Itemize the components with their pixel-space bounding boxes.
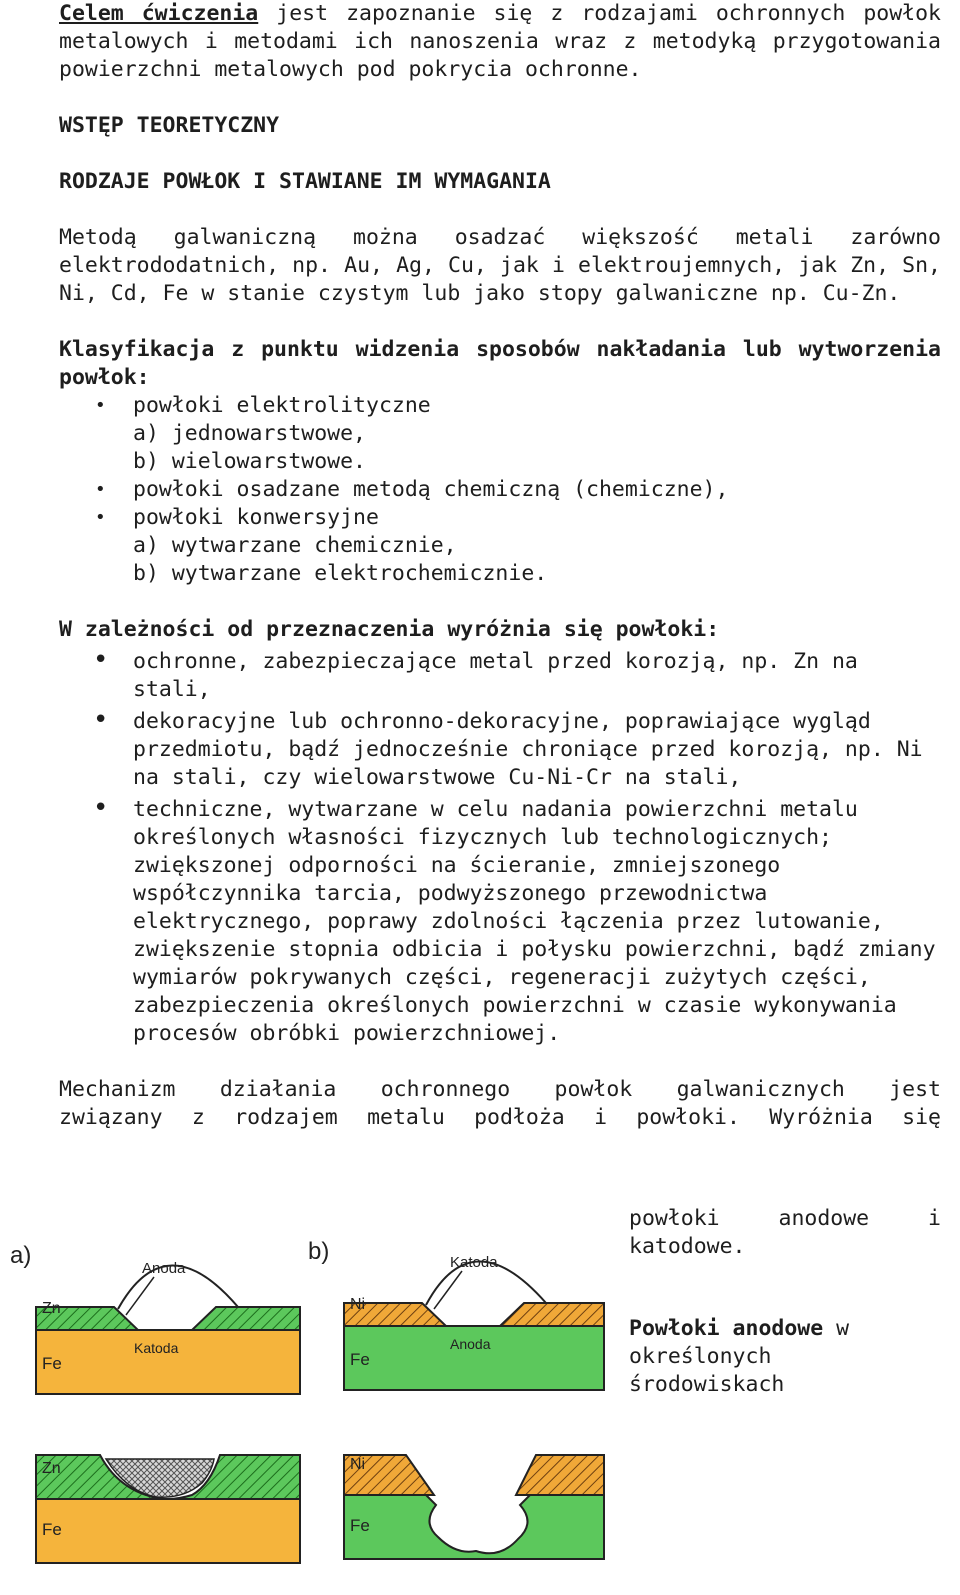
bullet-icon: • (95, 507, 106, 528)
label-b: b) (308, 1238, 330, 1265)
label-a: a) (10, 1242, 32, 1269)
list-item: • ochronne, zabezpieczające metal przed korozją, np. Zn na stali, (93, 645, 858, 702)
list-item: • powłoki elektrolityczne (95, 393, 431, 418)
sub-item: a) jednowarstwowe, (133, 421, 366, 446)
list-item: • powłoki konwersyjne (95, 505, 379, 530)
classification-list (59, 392, 941, 588)
sub-item: b) wytwarzane elektrochemicznie. (133, 561, 548, 586)
mechanism-line-1: Mechanizm działania ochronnego powłok galwanicznych jest (59, 1077, 941, 1102)
heading-coating-types: RODZAJE POWŁOK I STAWIANE IM WYMAGANIA (59, 169, 551, 194)
heading-theory: WSTĘP TEORETYCZNY (59, 113, 280, 138)
label-fe: Fe (350, 1350, 370, 1369)
intro-text: jest zapoznanie się z rodzajami ochronnych powłok metalowych i metodami ich nanoszenia wraz z metodyką przygotowania powierzchni metalowych pod pokrycia ochronne. (59, 1, 941, 82)
purpose-title: W zależności od przeznaczenia wyróżnia się powłoki: (59, 617, 720, 642)
list-item: • powłoki osadzane metodą chemiczną (chemiczne), (95, 477, 729, 502)
bullet-icon: • (95, 395, 106, 416)
bullet-icon: • (93, 645, 109, 675)
list-item: • dekoracyjne lub ochronno-dekoracyjne, poprawiające wygląd przedmiotu, bądź jednocześnie chroniące przed korozją, np. Ni na stali, czy wielowarstwowe Cu-Ni-Cr na stali, (93, 705, 923, 790)
sub-item: b) wielowarstwowe. (133, 449, 366, 474)
mechanism-right-column (629, 1205, 941, 1261)
label-zn: Zn (42, 1300, 61, 1317)
label-ni: Ni (350, 1296, 366, 1313)
sub-item: a) wytwarzane chemicznie, (133, 533, 457, 558)
mechanism-line-4: katodowe. (629, 1234, 746, 1259)
anode-note-bold: Powłoki anodowe (629, 1316, 824, 1341)
fe-substrate (36, 1499, 300, 1563)
intro-paragraph (59, 0, 941, 84)
mechanism-line-2: związany z rodzajem metalu podłoża i powłoki. Wyróżnia się (59, 1105, 941, 1130)
fe-substrate-pitted (344, 1495, 604, 1559)
bullet-icon: • (95, 479, 106, 500)
label-fe: Fe (350, 1516, 370, 1535)
label-anoda: Anoda (142, 1260, 186, 1277)
bullet-icon: • (93, 793, 109, 823)
list-item: • techniczne, wytwarzane w celu nadania powierzchni metalu określonych własności fizycznych lub technologicznych; zwiększonej odporności na ścieranie, zmniejszonego współczynnika tarcia, podwyższonego przewodnictwa elektrycznego, poprawy zdolności łączenia przez lutowanie, zwiększenie stopnia odbicia i połysku powierzchni, bądź zmiany wymiarów pokrywanych części, regeneracji zużytych części, zabezpieczenia określonych powierzchni w czasie wykonywania procesów obróbki powierzchniowej. (93, 793, 936, 1046)
label-katoda: Katoda (450, 1254, 498, 1271)
zn-layer-right (192, 1307, 300, 1330)
label-zn: Zn (42, 1460, 61, 1477)
label-fe: Fe (42, 1354, 62, 1373)
document-body (59, 0, 941, 1132)
paragraph-galvanic: Metodą galwaniczną można osadzać większość metali zarówno elektrododatnich, np. Au, Ag, Cu, jak i elektroujemnych, jak Zn, Sn, Ni, Cd, Fe w stanie czystym lub jako stopy galwaniczne np. Cu-Zn. (59, 225, 941, 306)
label-fe: Fe (42, 1520, 62, 1539)
label-ni: Ni (350, 1456, 366, 1473)
anode-note: Powłoki anodowe w określonych środowiskach (629, 1316, 850, 1397)
bullet-icon: • (93, 705, 109, 735)
label-katoda-small: Katoda (134, 1340, 179, 1356)
ni-layer-right (500, 1303, 604, 1326)
classification-title: Klasyfikacja z punktu widzenia sposobów nakładania lub wytworzenia powłok: (59, 337, 941, 390)
coating-mechanism-figure (6, 1233, 614, 1593)
intro-lead: Celem ćwiczenia (59, 1, 259, 26)
ni-layer-right (516, 1455, 604, 1495)
purpose-list (59, 645, 941, 1048)
label-anoda-small: Anoda (450, 1336, 491, 1352)
mechanism-line-3: powłoki anodowe i (629, 1206, 941, 1231)
